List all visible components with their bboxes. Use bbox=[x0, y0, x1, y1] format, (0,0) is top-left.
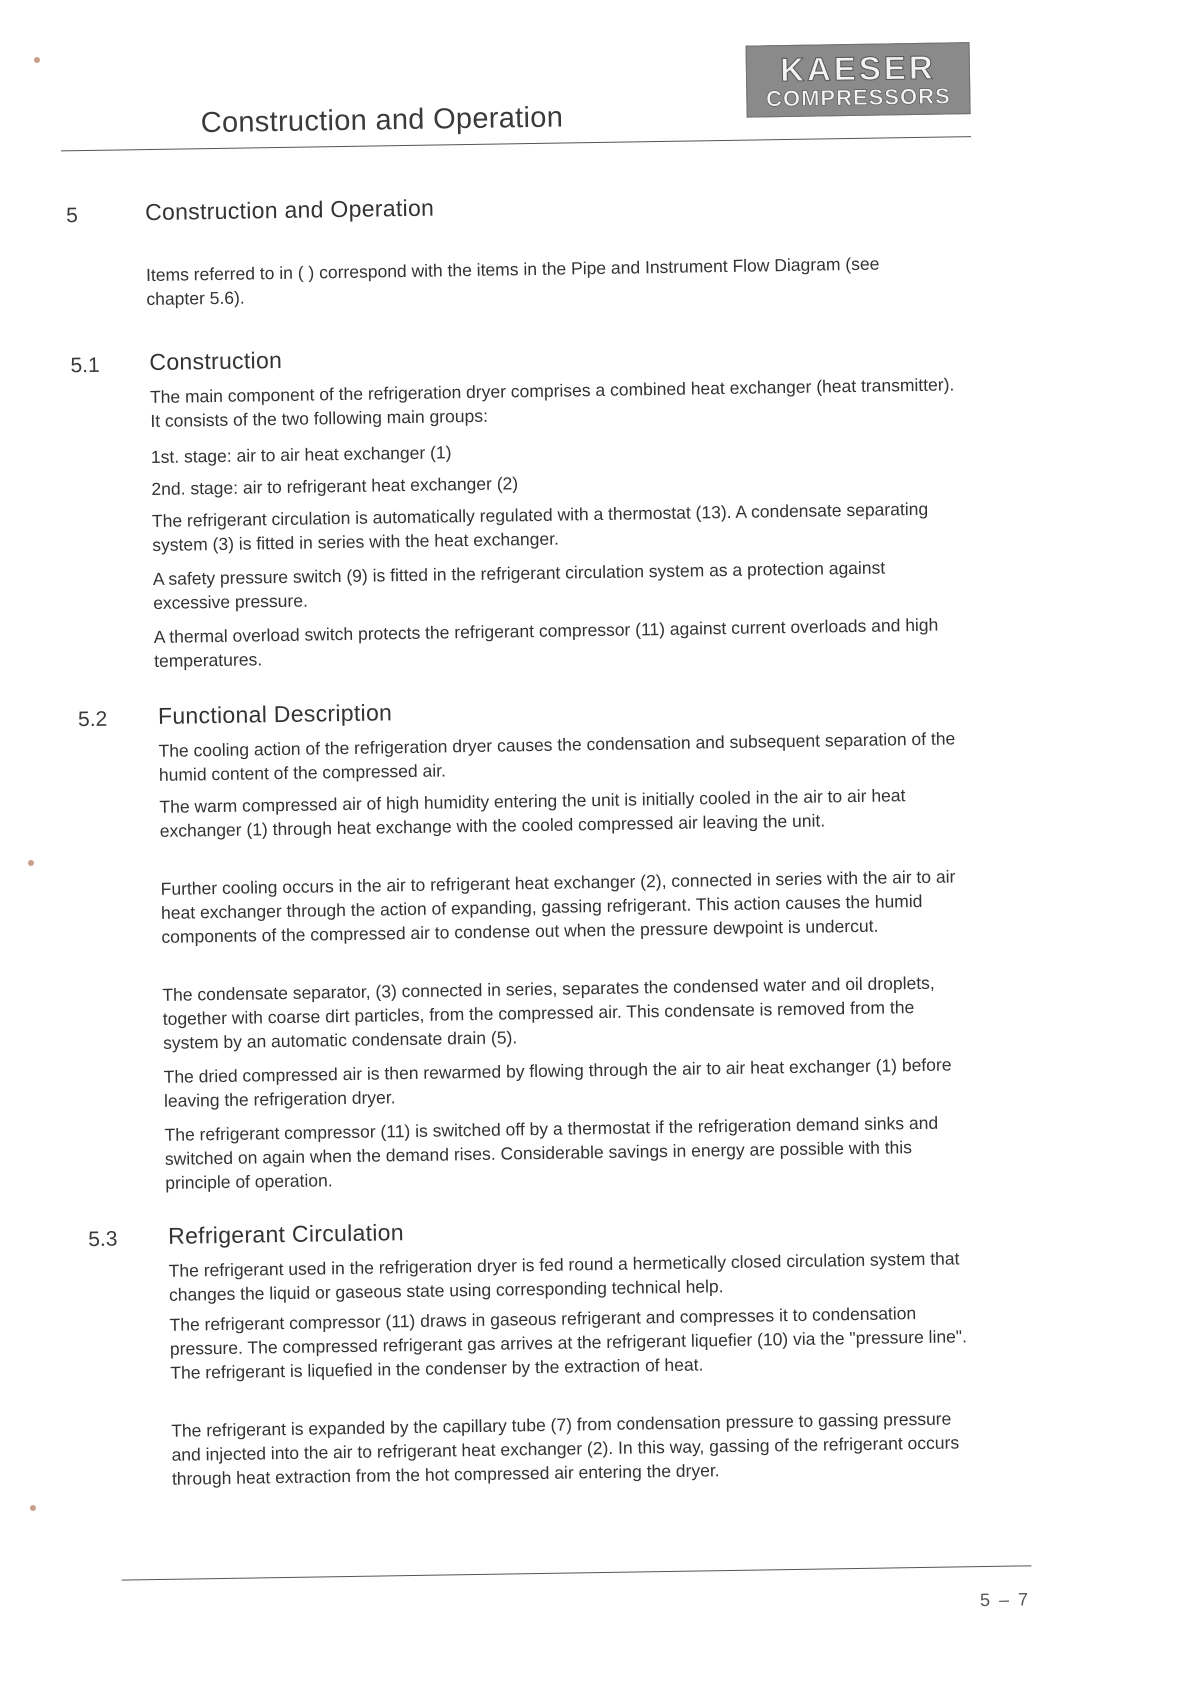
header-divider bbox=[61, 136, 971, 151]
section-5-1-number: 5.1 bbox=[70, 353, 100, 378]
logo-line2: COMPRESSORS bbox=[765, 82, 951, 111]
logo-line1: KAESER bbox=[779, 48, 936, 88]
section-5-2-paragraph: Further cooling occurs in the air to refrigerant heat exchanger (2), connected in series with the air to air heat exchanger through the action of expanding, gassing refrigerant. This action causes the humid components of the compressed air to condense out when the pressure dewpoint is undercut. bbox=[160, 866, 956, 947]
scan-speck bbox=[28, 860, 34, 866]
section-5-1-paragraph: A safety pressure switch (9) is fitted in the refrigerant circulation system as a protection against excessive pressure. bbox=[152, 557, 886, 613]
section-5-1-paragraph: The refrigerant circulation is automatically regulated with a thermostat (13). A condensate separating system (3) is fitted in series with the heat exchanger. bbox=[151, 498, 929, 555]
scan-speck bbox=[34, 57, 40, 63]
scan-speck bbox=[30, 1505, 36, 1511]
section-5-intro: Items referred to in ( ) correspond with the items in the Pipe and Instrument Flow Diagram (see chapter 5.6). bbox=[145, 253, 880, 310]
section-5-2-paragraph: The cooling action of the refrigeration dryer causes the condensation and subsequent separation of the humid content of the compressed air. bbox=[158, 728, 956, 785]
section-5-3-paragraph: The refrigerant used in the refrigeration dryer is fed round a hermetically closed circulation system that changes the liquid or gaseous state using corresponding technical help. bbox=[168, 1248, 960, 1305]
section-5-1-title: Construction bbox=[149, 346, 283, 376]
section-5-1-paragraph: 1st. stage: air to air heat exchanger (1) bbox=[150, 442, 452, 468]
section-5-1-paragraph: 2nd. stage: air to refrigerant heat exchanger (2) bbox=[151, 473, 519, 500]
section-5-2-title: Functional Description bbox=[157, 699, 393, 729]
section-5-2-paragraph: The dried compressed air is then rewarmed by flowing through the air to air heat exchanger (1) before leaving the refrigeration dryer. bbox=[163, 1054, 952, 1111]
section-5-1-paragraph: A thermal overload switch protects the refrigerant compressor (11) against current overloads and high temperatures. bbox=[153, 614, 939, 671]
section-5-title: Construction and Operation bbox=[144, 194, 435, 226]
kaeser-logo bbox=[746, 42, 971, 118]
section-5-3-title: Refrigerant Circulation bbox=[167, 1219, 405, 1249]
section-5-3-paragraph: The refrigerant is expanded by the capillary tube (7) from condensation pressure to gassing pressure and injected into the air to refrigerant heat exchanger (2). In this way, gassing of the refrigerant occurs through heat extraction from the hot compressed air entering the dryer. bbox=[171, 1408, 960, 1489]
section-5-1-paragraph: The main component of the refrigeration dryer comprises a combined heat exchanger (heat transmitter). It consists of the two following main groups: bbox=[149, 374, 955, 432]
section-5-3-paragraph: The refrigerant compressor (11) draws in gaseous refrigerant and compresses it to condensation pressure. The compressed refrigerant gas arrives at the refrigerant liquefier (10) via the "pressure line". The refrigerant is liquefied in the condenser by the extraction of heat. bbox=[169, 1303, 968, 1383]
section-5-2-paragraph: The refrigerant compressor (11) is switched off by a thermostat if the refrigeration demand sinks and switched on again when the demand rises. Considerable savings in energy are possible with this principle of operation. bbox=[164, 1112, 939, 1193]
section-5-2-paragraph: The condensate separator, (3) connected in series, separates the condensed water and oil droplets, together with coarse dirt particles, from the compressed air. This condensate is removed from the system by an automatic condensate drain (5). bbox=[162, 972, 935, 1053]
section-5-3-number: 5.3 bbox=[88, 1227, 118, 1252]
section-5-2-number: 5.2 bbox=[77, 707, 108, 732]
section-5-2-paragraph: The warm compressed air of high humidity entering the unit is initially cooled in the air to air heat exchanger (1) through heat exchange with the cooled compressed air leaving the unit. bbox=[159, 785, 906, 841]
header-title: Construction and Operation bbox=[200, 101, 564, 140]
footer-divider bbox=[122, 1565, 1032, 1580]
page-number: 5 – 7 bbox=[979, 1589, 1031, 1611]
section-5-number: 5 bbox=[65, 204, 78, 228]
